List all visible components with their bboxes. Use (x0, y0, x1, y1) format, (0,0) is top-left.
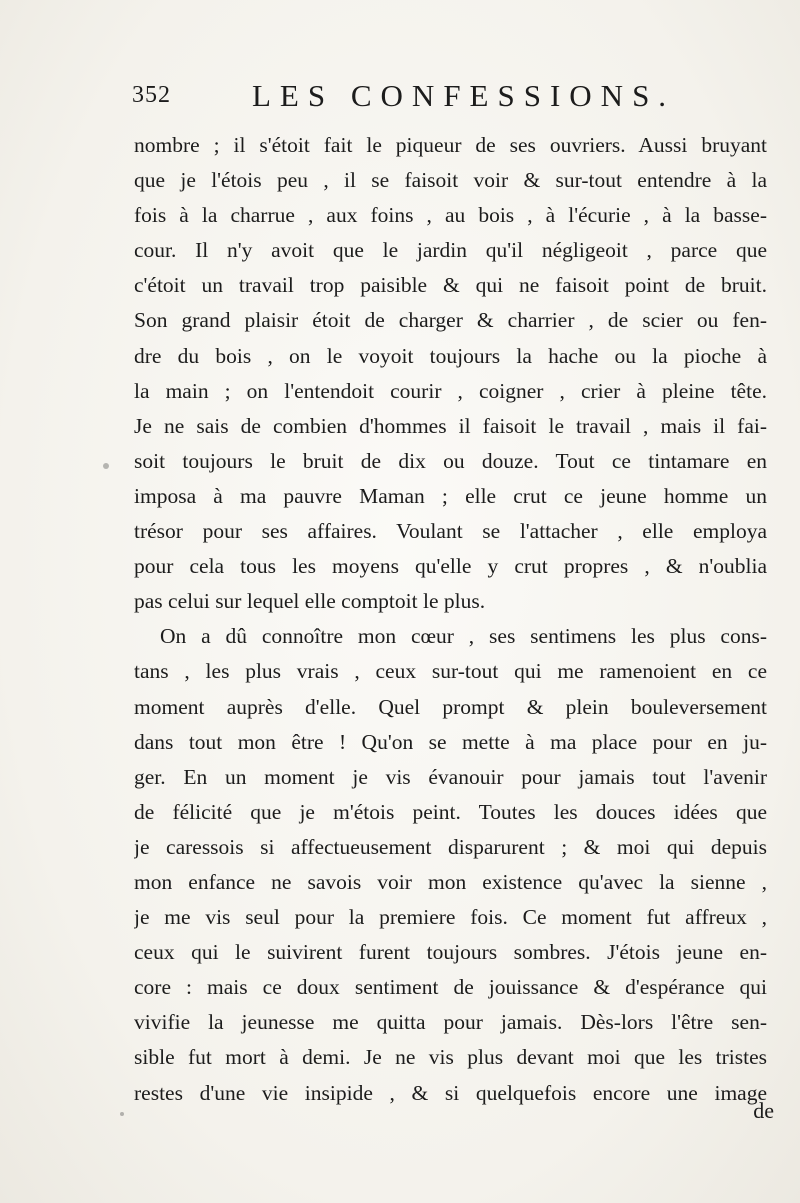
text-line: pas celui sur lequel elle comptoit le plus. (134, 589, 486, 614)
ink-speck (120, 1112, 124, 1116)
text-line: restes d'une vie insipide , & si quelquefois encore une image (134, 1080, 767, 1105)
text-line: dans tout mon être ! Qu'on se mette à ma place pour en ju- (134, 729, 767, 754)
text-line: imposa à ma pauvre Maman ; elle crut ce jeune homme un (134, 483, 767, 508)
text-line: dre du bois , on le voyoit toujours la hache ou la pioche à (134, 343, 767, 368)
text-line: soit toujours le bruit de dix ou douze. Tout ce tintamare en (134, 448, 767, 473)
paragraph (134, 128, 767, 619)
body-text (134, 128, 767, 1111)
text-line: je me vis seul pour la premiere fois. Ce moment fut affreux , (134, 905, 767, 930)
page-number: 352 (132, 82, 171, 108)
text-line: cour. Il n'y avoit que le jardin qu'il négligeoit , parce que (134, 238, 767, 263)
ink-speck (103, 463, 109, 469)
text-line: je caressois si affectueusement disparurent ; & moi qui depuis (134, 834, 767, 859)
text-line: c'étoit un travail trop paisible & qui ne faisoit point de bruit. (134, 273, 767, 298)
text-line: ceux qui le suivirent furent toujours sombres. J'étois jeune en- (134, 940, 767, 965)
text-line: pour cela tous les moyens qu'elle y crut propres , & n'oublia (134, 554, 767, 579)
text-line: On a dû connoître mon cœur , ses sentimens les plus cons- (160, 624, 767, 649)
text-line: mon enfance ne savois voir mon existence qu'avec la sienne , (134, 869, 767, 894)
text-line: fois à la charrue , aux foins , au bois , à l'écurie , à la basse- (134, 203, 767, 228)
text-line: ger. En un moment je vis évanouir pour jamais tout l'avenir (134, 764, 767, 789)
text-line: tans , les plus vrais , ceux sur-tout qui me ramenoient en ce (134, 659, 767, 684)
text-line: trésor pour ses affaires. Voulant se l'attacher , elle employa (134, 519, 767, 544)
text-line: vivifie la jeunesse me quitta pour jamais. Dès-lors l'être sen- (134, 1010, 767, 1035)
text-line: Son grand plaisir étoit de charger & charrier , de scier ou fen- (134, 308, 767, 333)
text-line: que je l'étois peu , il se faisoit voir & sur-tout entendre à la (134, 168, 767, 193)
text-line: moment auprès d'elle. Quel prompt & plein bouleversement (134, 694, 767, 719)
running-title: LES CONFESSIONS. (252, 78, 676, 113)
paragraph (134, 619, 767, 1110)
text-line: de félicité que je m'étois peint. Toutes les douces idées que (134, 799, 767, 824)
text-line: la main ; on l'entendoit courir , coigner , crier à pleine tête. (134, 378, 767, 403)
text-line: Je ne sais de combien d'hommes il faisoit le travail , mais il fai- (134, 413, 767, 438)
text-line: nombre ; il s'étoit fait le piqueur de ses ouvriers. Aussi bruyant (134, 133, 767, 157)
text-line: sible fut mort à demi. Je ne vis plus devant moi que les tristes (134, 1045, 767, 1070)
page-header (132, 78, 772, 118)
text-line: core : mais ce doux sentiment de jouissance & d'espérance qui (134, 975, 767, 1000)
catchword: de (753, 1098, 774, 1123)
